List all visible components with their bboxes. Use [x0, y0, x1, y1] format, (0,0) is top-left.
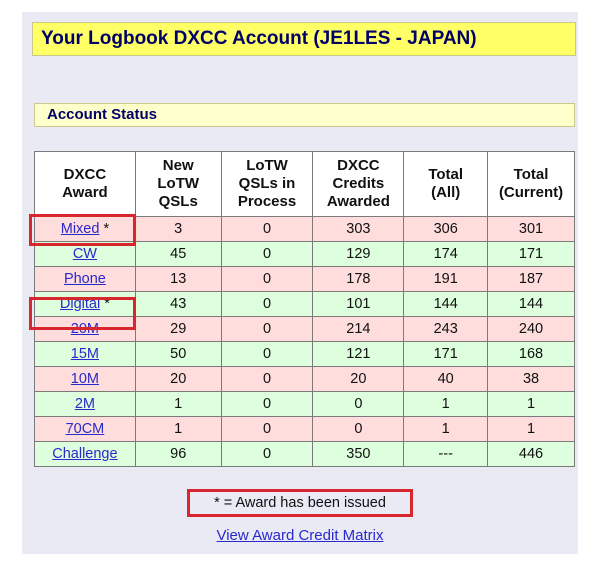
- credits-awarded-cell: 0: [313, 392, 404, 417]
- award-issued-marker: *: [99, 221, 110, 237]
- page-title: Your Logbook DXCC Account (JE1LES - JAPAN): [32, 22, 576, 56]
- credits-awarded-cell: 214: [313, 317, 404, 342]
- column-header-line: (All): [431, 184, 461, 201]
- credits-awarded-cell: 178: [313, 267, 404, 292]
- award-cell: [35, 317, 136, 342]
- column-header-line: Total: [428, 166, 464, 183]
- new-lotw-qsls-cell: 50: [135, 342, 221, 367]
- award-link-phone[interactable]: Phone: [63, 271, 106, 287]
- total-current-cell: 168: [488, 342, 575, 367]
- total-all-cell: 306: [404, 217, 488, 242]
- award-cell: [35, 242, 136, 267]
- total-all-cell: 40: [404, 367, 488, 392]
- award-link-20m[interactable]: 20M: [70, 321, 100, 337]
- table-row: [35, 442, 575, 467]
- column-header-line: New: [162, 157, 194, 174]
- credits-awarded-cell: 129: [313, 242, 404, 267]
- total-all-cell: 144: [404, 292, 488, 317]
- table-row: [35, 417, 575, 442]
- new-lotw-qsls-cell: 13: [135, 267, 221, 292]
- table-row: [35, 392, 575, 417]
- account-status-heading: Account Status: [34, 103, 575, 127]
- award-cell: [35, 442, 136, 467]
- dxcc-award-table: [34, 151, 575, 467]
- table-row: [35, 367, 575, 392]
- credits-awarded-cell: 20: [313, 367, 404, 392]
- award-cell: [35, 292, 136, 317]
- column-header: [404, 152, 488, 217]
- award-link-digital[interactable]: Digital: [59, 296, 101, 312]
- lotw-in-process-cell: 0: [221, 217, 313, 242]
- award-cell: [35, 392, 136, 417]
- table-row: [35, 292, 575, 317]
- lotw-in-process-cell: 0: [221, 367, 313, 392]
- total-current-cell: 240: [488, 317, 575, 342]
- column-header: [221, 152, 313, 217]
- column-header: [135, 152, 221, 217]
- total-current-cell: 1: [488, 392, 575, 417]
- column-header-line: (Current): [498, 184, 564, 201]
- total-current-cell: 301: [488, 217, 575, 242]
- total-all-cell: 1: [404, 392, 488, 417]
- column-header-line: LoTW: [246, 157, 288, 174]
- award-link-15m[interactable]: 15M: [70, 346, 100, 362]
- lotw-in-process-cell: 0: [221, 267, 313, 292]
- award-issued-marker: *: [100, 296, 110, 312]
- column-header: [313, 152, 404, 217]
- award-link-challenge[interactable]: Challenge: [52, 446, 118, 462]
- award-link-70cm[interactable]: 70CM: [65, 421, 105, 437]
- lotw-in-process-cell: 0: [221, 342, 313, 367]
- award-link-10m[interactable]: 10M: [70, 371, 100, 387]
- award-cell: [35, 367, 136, 392]
- table-row: [35, 267, 575, 292]
- column-header-line: LoTW: [157, 175, 200, 192]
- award-link-2m[interactable]: 2M: [74, 396, 95, 412]
- total-all-cell: ---: [404, 442, 488, 467]
- credits-awarded-cell: 303: [313, 217, 404, 242]
- award-link-cw[interactable]: CW: [72, 246, 97, 262]
- total-current-cell: 187: [488, 267, 575, 292]
- column-header-line: Credits: [332, 175, 385, 192]
- total-all-cell: 171: [404, 342, 488, 367]
- table-row: [35, 217, 575, 242]
- lotw-in-process-cell: 0: [221, 317, 313, 342]
- column-header-line: Process: [237, 193, 297, 210]
- column-header-line: DXCC: [337, 157, 380, 174]
- new-lotw-qsls-cell: 3: [135, 217, 221, 242]
- table-row: [35, 242, 575, 267]
- total-current-cell: 38: [488, 367, 575, 392]
- column-header-line: QSLs: [158, 193, 198, 210]
- new-lotw-qsls-cell: 96: [135, 442, 221, 467]
- column-header-line: DXCC: [63, 166, 107, 183]
- column-header-line: Awarded: [326, 193, 390, 210]
- award-cell: [35, 417, 136, 442]
- total-current-cell: 171: [488, 242, 575, 267]
- table-row: [35, 342, 575, 367]
- total-current-cell: 446: [488, 442, 575, 467]
- award-cell: [35, 217, 136, 242]
- lotw-in-process-cell: 0: [221, 392, 313, 417]
- award-cell: [35, 342, 136, 367]
- table-body: [35, 217, 575, 467]
- column-header: [488, 152, 575, 217]
- new-lotw-qsls-cell: 29: [135, 317, 221, 342]
- lotw-in-process-cell: 0: [221, 292, 313, 317]
- column-header-line: Award: [62, 184, 108, 201]
- new-lotw-qsls-cell: 45: [135, 242, 221, 267]
- column-header-line: QSLs in: [238, 175, 296, 192]
- total-current-cell: 144: [488, 292, 575, 317]
- total-all-cell: 243: [404, 317, 488, 342]
- table-header-row: [35, 152, 575, 217]
- lotw-in-process-cell: 0: [221, 442, 313, 467]
- credits-awarded-cell: 350: [313, 442, 404, 467]
- lotw-in-process-cell: 0: [221, 242, 313, 267]
- total-all-cell: 174: [404, 242, 488, 267]
- column-header: [35, 152, 136, 217]
- new-lotw-qsls-cell: 1: [135, 417, 221, 442]
- award-cell: [35, 267, 136, 292]
- total-current-cell: 1: [488, 417, 575, 442]
- credits-awarded-cell: 121: [313, 342, 404, 367]
- total-all-cell: 1: [404, 417, 488, 442]
- credits-awarded-cell: 0: [313, 417, 404, 442]
- new-lotw-qsls-cell: 1: [135, 392, 221, 417]
- total-all-cell: 191: [404, 267, 488, 292]
- new-lotw-qsls-cell: 20: [135, 367, 221, 392]
- column-header-line: Total: [513, 166, 549, 183]
- lotw-in-process-cell: 0: [221, 417, 313, 442]
- view-award-credit-matrix-link[interactable]: View Award Credit Matrix: [216, 527, 384, 544]
- award-issued-footnote: * = Award has been issued: [187, 489, 413, 517]
- award-link-mixed[interactable]: Mixed: [60, 221, 100, 237]
- credits-awarded-cell: 101: [313, 292, 404, 317]
- new-lotw-qsls-cell: 43: [135, 292, 221, 317]
- matrix-link-container: [0, 527, 600, 544]
- table-row: [35, 317, 575, 342]
